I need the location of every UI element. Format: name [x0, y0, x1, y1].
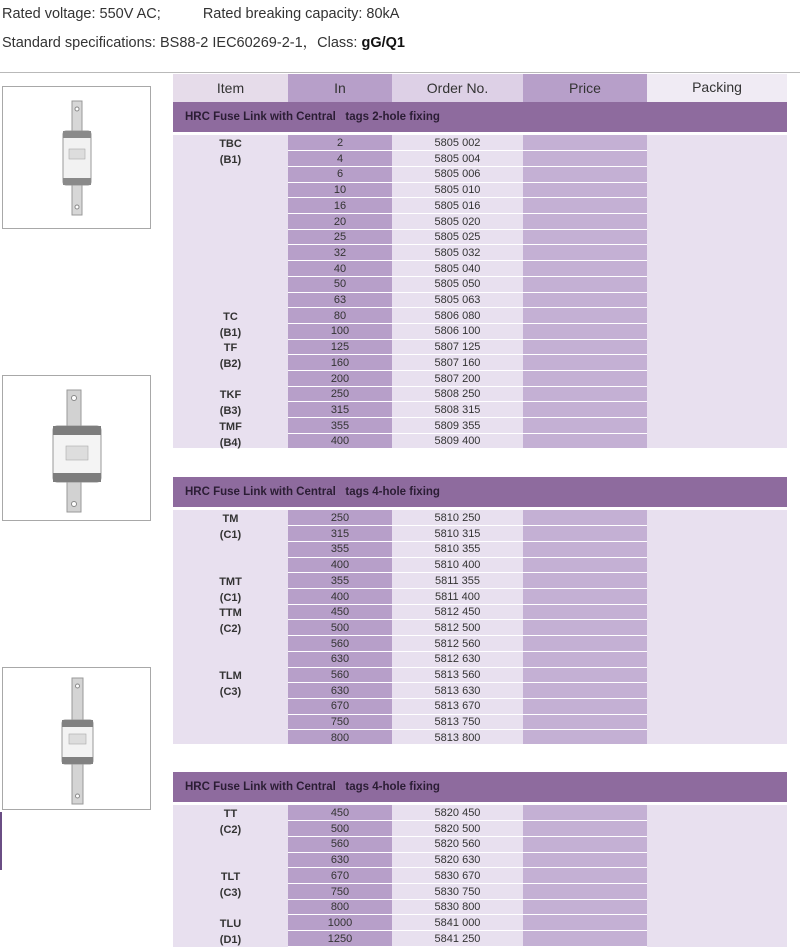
section-4-hole-b	[173, 772, 787, 947]
rated-current: 630	[330, 684, 350, 697]
rated-current: 25	[333, 231, 347, 244]
rated-current: 500	[330, 822, 350, 835]
order-number: 5830 670	[434, 869, 481, 882]
section-title: HRC Fuse Link with Central tags 4-hole fixing	[173, 477, 787, 507]
item-class: (C3)	[219, 686, 242, 698]
table-row	[288, 339, 647, 355]
order-number: 5807 160	[434, 356, 481, 369]
table-row	[288, 836, 647, 852]
table-row	[288, 402, 647, 418]
table-row	[288, 433, 647, 449]
rated-current: 10	[333, 184, 347, 197]
order-number: 5813 670	[434, 700, 481, 713]
table-row	[288, 276, 647, 292]
table-row	[288, 589, 647, 605]
section-body	[173, 510, 787, 744]
order-number: 5812 500	[434, 621, 481, 634]
item-code: TMF	[219, 420, 242, 433]
table-row	[288, 573, 647, 589]
rated-current: 50	[333, 278, 347, 291]
item-group	[173, 311, 288, 340]
item-code: TTM	[219, 607, 242, 620]
fuse-photo-long-tag	[2, 667, 151, 810]
order-number: 5820 630	[434, 854, 481, 867]
header-in: In	[288, 74, 392, 102]
header-item: Item	[173, 74, 288, 102]
order-number: 5841 000	[434, 916, 481, 929]
order-number: 5813 560	[434, 669, 481, 681]
order-number: 5813 630	[434, 684, 481, 697]
item-code: TLM	[219, 670, 242, 682]
section-4-hole-a	[173, 477, 787, 744]
item-class: (D1)	[219, 933, 242, 946]
table-row	[288, 931, 647, 947]
order-number: 5807 125	[434, 341, 481, 354]
item-group	[173, 808, 288, 837]
item-group	[173, 918, 288, 947]
table-row	[288, 868, 647, 884]
order-number: 5805 004	[434, 152, 481, 165]
table-row	[288, 526, 647, 542]
section-title: HRC Fuse Link with Central tags 4-hole fixing	[173, 772, 787, 802]
table-row	[288, 355, 647, 371]
table-row	[288, 541, 647, 557]
order-number: 5805 040	[434, 262, 481, 275]
table-row	[288, 371, 647, 387]
table-row	[288, 245, 647, 261]
table-row	[288, 730, 647, 746]
item-code: TM	[222, 513, 239, 525]
item-class: (B2)	[219, 358, 242, 371]
order-number: 5811 400	[434, 590, 481, 603]
order-number: 5805 063	[434, 294, 481, 306]
order-number: 5805 020	[434, 215, 481, 228]
rated-current: 200	[330, 372, 350, 385]
order-number: 5820 560	[434, 838, 481, 851]
rated-current: 400	[330, 559, 350, 572]
item-group	[173, 389, 288, 418]
table-row	[288, 292, 647, 308]
item-group	[173, 138, 288, 167]
item-code: TLU	[219, 917, 242, 930]
table-row	[288, 683, 647, 699]
order-number: 5809 400	[434, 435, 481, 448]
table-header	[173, 74, 787, 102]
row-divider	[288, 449, 647, 450]
table-row	[288, 182, 647, 198]
rated-current: 80	[333, 309, 347, 322]
rated-current: 355	[330, 419, 350, 432]
order-number: 5830 800	[434, 901, 481, 914]
order-number: 5805 025	[434, 231, 481, 244]
rated-current: 560	[330, 669, 350, 681]
order-number: 5813 800	[434, 731, 481, 744]
order-number: 5812 560	[434, 637, 481, 650]
table-row	[288, 510, 647, 526]
rated-current: 560	[330, 838, 350, 851]
rated-current: 355	[330, 574, 350, 587]
table-row	[288, 214, 647, 230]
section-title: HRC Fuse Link with Central tags 2-hole fixing	[173, 102, 787, 132]
rated-current: 250	[330, 388, 350, 401]
order-number: 5812 630	[434, 653, 481, 666]
item-group	[173, 607, 288, 636]
left-accent-bar	[0, 812, 2, 870]
table-row	[288, 604, 647, 620]
order-number: 5820 450	[434, 807, 481, 819]
order-number: 5805 002	[434, 137, 481, 149]
rated-current: 630	[330, 653, 350, 666]
header-packing: Packing	[647, 74, 787, 102]
order-number: 5811 355	[434, 574, 481, 587]
table-row	[288, 821, 647, 837]
table-row	[288, 308, 647, 324]
order-number: 5809 355	[434, 419, 481, 432]
standard-specifications: Standard specifications: BS88-2 IEC60269-2-1，Class:	[2, 35, 362, 51]
table-row	[288, 151, 647, 167]
rated-current: 6	[336, 168, 344, 181]
table-row	[288, 651, 647, 667]
rated-breaking-capacity: Rated breaking capacity: 80kA	[202, 6, 400, 22]
item-class: (B4)	[219, 436, 242, 449]
item-group	[173, 871, 288, 900]
order-number: 5812 450	[434, 606, 481, 619]
order-number: 5806 100	[434, 325, 481, 338]
order-number: 5805 032	[434, 246, 481, 259]
rated-current: 670	[330, 700, 350, 713]
order-number: 5805 050	[434, 278, 481, 291]
order-number: 5808 315	[434, 403, 481, 416]
rated-current: 40	[333, 262, 347, 275]
rated-current: 2	[336, 137, 344, 149]
order-number: 5830 750	[434, 885, 481, 898]
table-row	[288, 166, 647, 182]
order-number: 5807 200	[434, 372, 481, 385]
order-number: 5810 355	[434, 543, 481, 556]
class-value: gG/Q1	[361, 35, 405, 51]
table-row	[288, 386, 647, 402]
table-row	[288, 884, 647, 900]
table-row	[288, 667, 647, 683]
rated-current: 4	[336, 152, 344, 165]
order-number: 5805 010	[434, 184, 481, 197]
table-row	[288, 805, 647, 821]
header-price: Price	[523, 74, 647, 102]
table-row	[288, 620, 647, 636]
section-body	[173, 135, 787, 448]
spec-line-1	[2, 6, 399, 22]
rated-current: 800	[330, 731, 350, 744]
order-number: 5841 250	[434, 932, 481, 945]
table-row	[288, 198, 647, 214]
item-group	[173, 670, 288, 699]
rated-current: 100	[330, 325, 350, 338]
item-code: TBC	[219, 138, 242, 150]
row-divider	[288, 946, 647, 947]
item-code: TKF	[219, 389, 242, 402]
rated-current: 315	[330, 403, 350, 416]
table-row	[288, 698, 647, 714]
table-row	[288, 852, 647, 868]
rated-current: 1000	[327, 916, 353, 929]
rated-current: 315	[330, 527, 350, 540]
item-group	[173, 513, 288, 542]
table-row	[288, 418, 647, 434]
item-class: (C1)	[219, 591, 242, 604]
fuse-photo-4-hole	[2, 375, 151, 521]
spec-line-2	[2, 31, 405, 52]
header-order-no: Order No.	[392, 74, 523, 102]
order-number: 5805 006	[434, 168, 481, 181]
order-number: 5806 080	[434, 309, 481, 322]
table-row	[288, 899, 647, 915]
item-code: TC	[223, 310, 238, 323]
rated-current: 750	[330, 716, 350, 729]
section-body	[173, 805, 787, 947]
rated-current: 400	[330, 435, 350, 448]
rated-current: 355	[330, 543, 350, 556]
table-row	[288, 915, 647, 931]
rated-current: 160	[330, 356, 350, 369]
rated-current: 16	[333, 199, 347, 212]
rated-current: 1250	[327, 932, 353, 945]
rated-current: 32	[333, 246, 347, 259]
order-number: 5808 250	[434, 388, 481, 401]
order-number: 5810 400	[434, 559, 481, 572]
rated-current: 125	[330, 341, 350, 354]
order-number: 5820 500	[434, 822, 481, 835]
item-group	[173, 421, 288, 450]
rated-current: 400	[330, 590, 350, 603]
item-code: TLT	[220, 870, 241, 883]
rated-current: 750	[330, 885, 350, 898]
rated-current: 630	[330, 854, 350, 867]
item-code: TF	[223, 342, 238, 355]
rated-current: 670	[330, 869, 350, 882]
section-2-hole	[173, 102, 787, 448]
item-class: (C2)	[219, 824, 242, 836]
table-row	[288, 557, 647, 573]
top-divider	[0, 72, 800, 73]
item-class: (B1)	[219, 154, 242, 166]
table-row	[288, 229, 647, 245]
row-divider	[288, 745, 647, 746]
table-row	[288, 323, 647, 339]
table-row	[288, 636, 647, 652]
item-code: TT	[223, 808, 238, 820]
item-group	[173, 342, 288, 371]
table-row	[288, 261, 647, 277]
rated-current: 800	[330, 901, 350, 914]
rated-current: 560	[330, 637, 350, 650]
order-number: 5810 250	[434, 512, 481, 524]
rated-current: 250	[330, 512, 350, 524]
fuse-photo-2-hole	[2, 86, 151, 229]
table-row	[288, 135, 647, 151]
rated-current: 63	[333, 294, 347, 306]
order-number: 5810 315	[434, 527, 481, 540]
item-class: (B3)	[219, 405, 242, 418]
item-class: (C3)	[219, 886, 242, 899]
order-number: 5805 016	[434, 199, 481, 212]
rated-current: 450	[330, 807, 350, 819]
item-class: (B1)	[219, 326, 242, 339]
item-group	[173, 576, 288, 605]
table-row	[288, 714, 647, 730]
rated-voltage: Rated voltage: 550V AC;	[2, 6, 161, 22]
rated-current: 500	[330, 621, 350, 634]
item-code: TMT	[219, 575, 242, 588]
order-number: 5813 750	[434, 716, 481, 729]
rated-current: 20	[333, 215, 347, 228]
item-class: (C2)	[219, 623, 242, 636]
rated-current: 450	[330, 606, 350, 619]
item-class: (C1)	[219, 529, 242, 541]
